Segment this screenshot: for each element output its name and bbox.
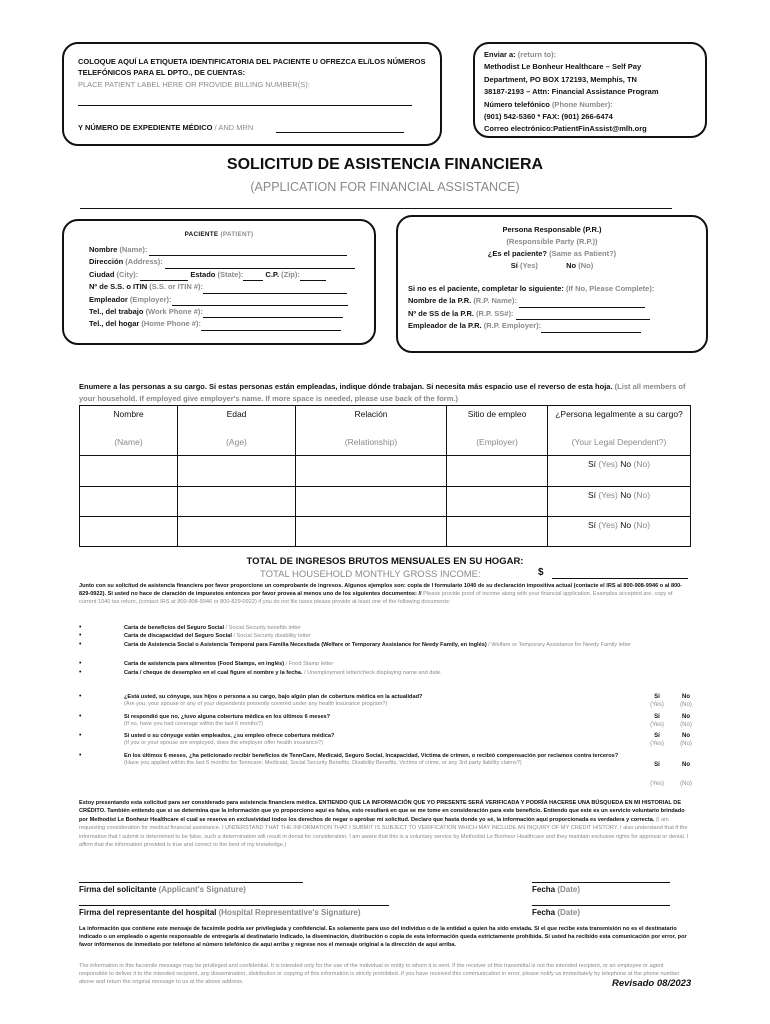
rp-yes-en: (Yes) — [519, 261, 538, 270]
rep-signature-line[interactable] — [79, 905, 389, 906]
patient-ssn-label-en: (S.S. or ITIN #): — [149, 282, 204, 292]
q4-no-en: (No) — [680, 781, 692, 787]
patient-address-row — [89, 256, 355, 268]
table-cell[interactable] — [447, 456, 548, 487]
rp-yes-es: Sí — [510, 261, 518, 270]
page-subtitle: (APPLICATION FOR FINANCIAL ASSISTANCE) — [250, 180, 520, 194]
patient-box — [62, 219, 376, 345]
q1-no-en: (No) — [680, 702, 692, 708]
bullet: • — [79, 732, 82, 739]
rp-no-es: No — [566, 261, 577, 270]
question-es: Si respondió que no, ¿tuvo alguna cobertura médica en los últimos 6 meses? — [124, 714, 331, 720]
table-cell[interactable] — [296, 487, 447, 517]
income-label-en: TOTAL HOUSEHOLD MONTHLY GROSS INCOME: — [260, 569, 481, 580]
question-en: (Have you applied within the last 6 months for Tenncare, Medicaid, Social Security Benefits, Disability Benefits, Victims of crime, or any 3rd party liability claims?) — [124, 760, 522, 767]
table-cell[interactable] — [80, 456, 178, 487]
mrn-label — [78, 123, 253, 132]
document-en: / Social Security benefits letter — [225, 625, 301, 631]
document-es: Carta de beneficios del Seguro Social — [124, 625, 225, 631]
send-to-line3: 38187-2193 – Attn: Financial Assistance Program — [484, 87, 659, 97]
patient-address-label-es: Dirección — [89, 257, 124, 267]
applicant-signature-line[interactable] — [79, 882, 303, 883]
income-field[interactable] — [552, 578, 688, 579]
question-en: (If you or your spouse are employed, does the employer offer health insurance?) — [124, 740, 323, 747]
q2-yes-en: (Yes) — [650, 722, 664, 728]
confidential-es: La información que contiene este mensaje de facsímile podría ser privilegiada y confidencial. Es solamente para uso del individuo o de la entidad a quien ha sido enviada. Si el que recibe esta transmisión no es el destinatario indicado o un empleado o agente responsable de entregarla al destinatario indicado, la diseminación, distribución o copia de esta información queda estrictamente prohibida. Si usted ha recibido esta comunicación por error, por favor infórmenos de inmediato por teléfono al número telefónico de aquí arriba y regrese nos el mensaje original a la dirección de aquí arriba. — [79, 926, 687, 949]
dependents-table — [79, 405, 691, 547]
q4-yes[interactable]: Sí — [654, 762, 660, 768]
patient-ssn-label-es: Nº de S.S. o ITIN — [89, 282, 148, 292]
table-row — [80, 517, 691, 547]
col-name-en: (Name) — [114, 437, 143, 447]
applicant-date-line[interactable] — [532, 882, 670, 883]
mrn-line[interactable] — [276, 132, 404, 133]
dependent-yes-no[interactable] — [548, 487, 691, 517]
patient-city-label-es: Ciudad — [89, 269, 115, 279]
table-cell[interactable] — [178, 456, 296, 487]
table-cell[interactable] — [80, 517, 178, 547]
yes-es: Sí — [587, 490, 596, 500]
q2-no[interactable]: No — [682, 714, 690, 720]
proof-en: Please provide proof of income along with your financial application. Examples accepted are, copy of current 1040 tax return, (contact IRS at 800-908-9946 or 800-829-0922) if you do not file taxes please provide at least one of the following documents: — [79, 590, 673, 605]
patient-employer-label-es: Empleador — [89, 294, 128, 304]
rp-name-label-es: Nombre de la P.R. — [408, 296, 472, 306]
send-to-line2: Department, PO BOX 172193, Memphis, TN — [484, 74, 637, 84]
rp-ssn-row — [408, 308, 698, 320]
document-en: / Welfare or Temporary Assistance for Needy Family letter — [488, 642, 632, 648]
q4-no[interactable]: No — [682, 762, 690, 768]
no-en: (No) — [633, 459, 651, 469]
patient-name-row — [89, 244, 355, 256]
title-divider — [80, 208, 672, 209]
yes-es: Sí — [587, 459, 596, 469]
document-en: / Unemployment letter/check displaying name and date. — [304, 670, 442, 676]
rep-signature-en: (Hospital Representative's Signature) — [218, 908, 361, 917]
rep-date-label — [532, 908, 580, 917]
question-item — [124, 733, 624, 747]
dependents-intro — [79, 381, 689, 405]
rp-heading-en: (Responsible Party (R.P.)) — [506, 237, 598, 246]
q1-yes[interactable]: Sí — [654, 694, 660, 700]
patient-home-phone-label-en: (Home Phone #): — [141, 319, 201, 329]
q2-no-en: (No) — [680, 722, 692, 728]
bullet: • — [79, 752, 82, 759]
patient-heading-en: (PATIENT) — [220, 231, 254, 238]
table-cell[interactable] — [178, 487, 296, 517]
bullet: • — [79, 693, 82, 700]
table-cell[interactable] — [296, 456, 447, 487]
document-item — [124, 661, 333, 668]
rp-employer-field[interactable] — [541, 332, 641, 333]
rp-no-option[interactable] — [566, 261, 593, 270]
applicant-signature-es: Firma del solicitante — [79, 885, 157, 894]
rp-employer-label-es: Empleador de la P.R. — [408, 321, 482, 331]
question-item — [124, 714, 624, 728]
table-cell[interactable] — [447, 517, 548, 547]
rp-if-no-en: (If No, Please Complete): — [565, 284, 655, 293]
rp-if-no-row — [408, 283, 698, 295]
q3-yes-en: (Yes) — [650, 741, 664, 747]
declaration-es: Estoy presentando esta solicitud para ser considerado para asistencia financiera médica. ENTIENDO QUE LA INFORMACIÓN QUE YO PRESENTE SERÁ VERIFICADA Y PODRÍA HACERSE UNA BÚSQUEDA EN MI HISTORIAL DE CRÉDITO. También entiendo que si se determina que la información que yo proporciono aquí es falsa, esto resultará en que se me tome en consideración para este beneficio. Entiendo que este es un servicio voluntario brindado por Methodist Le Bonheur Healthcare el cual se reserva en exclusividad todos los derechos de negar o aprobar mi solicitud. Declaro que hasta donde yo sé, la información aquí proporcionada es verdadera y correcta. — [79, 800, 685, 823]
phone-label-es: Número telefónico — [484, 99, 550, 109]
responsible-party-box — [396, 215, 708, 353]
rp-if-no-es: Si no es el paciente, completar lo siguiente: — [408, 284, 564, 293]
patient-home-phone-row — [89, 318, 355, 330]
date-es: Fecha — [532, 908, 556, 917]
question-en: (Are you, your spouse or any of your dependents presently covered under any health insurance program?) — [124, 701, 388, 708]
phone-fax-line: (901) 542-5360 * FAX: (901) 266-6474 — [484, 112, 613, 122]
proof-of-income — [79, 583, 691, 606]
revision-date: Revisado 08/2023 — [612, 978, 692, 989]
billing-number-line[interactable] — [78, 105, 412, 106]
col-name — [80, 406, 178, 456]
rp-heading-block — [398, 224, 706, 272]
rp-yes-option[interactable] — [511, 261, 538, 270]
patient-address-label-en: (Address): — [125, 257, 163, 267]
col-relationship — [296, 406, 447, 456]
declaration-en: (I am requesting consideration for medical financial assistance. I UNDERSTAND THAT THE INFORMATION THAT I SUBMIT IS SUBJECT TO VERIFICATION WHICH MAY INCLUDE AN INQUIRY OF MY CREDIT HISTORY. I also understand that if the information that I submit is determined to be false, such a determination will result in denial for consideration. I am aware that this is a voluntary service by Methodist Le Bonheur Healthcare and they maintain exclusive rights for approval or denial. I affirm that the information provided is true and correct to the best of my knowledge.) — [79, 816, 689, 849]
patient-home-phone-field[interactable] — [201, 330, 341, 331]
table-cell[interactable] — [447, 487, 548, 517]
q3-no-en: (No) — [680, 741, 692, 747]
send-to-label-es: Enviar a: — [484, 50, 516, 59]
send-to-label-en: (return to): — [517, 50, 557, 59]
patient-zip-label-en: (Zip): — [281, 269, 300, 279]
q1-no[interactable]: No — [682, 694, 690, 700]
no-en: (No) — [633, 520, 651, 530]
dependents-intro-en: (List all members of your household. If employed give employer's name. If more space is needed, please use back of the form.) — [79, 382, 686, 403]
patient-city-label-en: (City): — [116, 269, 139, 279]
document-es: Carta de Asistencia Social o Asistencia Temporal para Familia Necesitada (Welfare or Temporary Assistance for Needy Family, en inglés) — [124, 642, 487, 648]
patient-work-phone-label-es: Tel., del trabajo — [89, 307, 144, 317]
rp-is-patient-en: (Same as Patient?) — [549, 249, 617, 258]
table-header-row — [80, 406, 691, 456]
col-relationship-en: (Relationship) — [344, 437, 398, 447]
mrn-label-es: Y NÚMERO DE EXPEDIENTE MÉDICO — [78, 123, 213, 132]
question-es: ¿Está usted, su cónyuge, sus hijos o persona a su cargo, bajo algún plan de cobertura médica en la actualidad? — [124, 694, 423, 700]
q4-yes-en: (Yes) — [650, 781, 664, 787]
send-to-line1: Methodist Le Bonheur Healthcare – Self Pay — [484, 62, 642, 72]
col-name-es: Nombre — [113, 409, 144, 419]
q2-yes[interactable]: Sí — [654, 714, 660, 720]
rp-name-row — [408, 295, 698, 307]
patient-ssn-row — [89, 281, 355, 293]
patient-employer-label-en: (Employer): — [129, 294, 172, 304]
table-row — [80, 487, 691, 517]
rp-employer-label-en: (R.P. Employer): — [483, 321, 542, 331]
no-en: (No) — [633, 490, 651, 500]
patient-state-label-es: Estado — [190, 269, 216, 279]
rp-heading-es: Persona Responsable (P.R.) — [502, 225, 602, 234]
col-employer — [447, 406, 548, 456]
declaration — [79, 799, 691, 849]
send-to-text — [484, 49, 659, 136]
bullet: • — [79, 632, 82, 639]
proof-es: Junto con su solicitud de asistencia financiera por favor proporcione un comprobante de ingresos. Algunos ejemplos son: copia de l formulario 1040 de su declaración impositiva actual (contacte el IRS al 800-908-9946 o al 800-829-0922). Si usted no hace de claración de impuestos entonces por favor provea al menos uno de los siguientes documentos: // — [79, 583, 683, 597]
send-to-box — [473, 42, 707, 138]
document-en: / Social Security disability letter — [233, 633, 311, 639]
rp-name-label-en: (R.P. Name): — [473, 296, 517, 306]
patient-state-label-en: (State): — [217, 269, 244, 279]
patient-home-phone-label-es: Tel., del hogar — [89, 319, 140, 329]
patient-fields — [89, 244, 355, 331]
col-dependent-es: ¿Persona legalmente a su cargo? — [555, 409, 683, 419]
rp-fields — [408, 283, 698, 333]
patient-label-box — [62, 42, 442, 146]
question-es: Si usted o su cónyuge están empleados, ¿su empleo ofrece cobertura médica? — [124, 733, 335, 739]
rp-no-en: (No) — [578, 261, 594, 270]
rp-is-patient-es: ¿Es el paciente? — [487, 249, 547, 258]
col-relationship-es: Relación — [354, 409, 388, 419]
yes-en: (Yes) — [598, 520, 618, 530]
table-cell[interactable] — [80, 487, 178, 517]
rep-signature-es: Firma del representante del hospital — [79, 908, 217, 917]
document-item — [124, 642, 690, 649]
document-item — [124, 633, 311, 640]
bullet: • — [79, 641, 82, 648]
col-employer-es: Sitio de empleo — [467, 409, 527, 419]
col-dependent — [548, 406, 691, 456]
bullet: • — [79, 669, 82, 676]
dependent-yes-no[interactable] — [548, 517, 691, 547]
yes-es: Sí — [587, 520, 596, 530]
col-dependent-en: (Your Legal Dependent?) — [571, 437, 667, 447]
dependents-intro-es: Enumere a las personas a su cargo. Si estas personas están empleadas, indique dónde trabajan. Si necesita más espacio use el reverso de esta hoja. — [79, 382, 613, 391]
col-age-es: Edad — [226, 409, 247, 419]
yes-en: (Yes) — [598, 459, 618, 469]
patient-zip-label-es: C.P. — [265, 269, 280, 279]
dependent-yes-no[interactable] — [548, 456, 691, 487]
table-cell[interactable] — [178, 517, 296, 547]
document-es: Carta / cheque de desempleo en el cual figure el nombre y la fecha. — [124, 670, 303, 676]
q1-yes-en: (Yes) — [650, 702, 664, 708]
rep-date-line[interactable] — [532, 905, 670, 906]
confidential-en: The information in this facsimile message may be privileged and confidential. It is intended only for the use of the individual or entity to whom it is sent. If the receiver of this transmittal is not the intended recipient, or an employee or agent responsible to deliver it to the intended recipient, any dissemination, distribution or copying of this information is strictly prohibited. If you have received this communication in error, please notify us immediately by telephone at the phone number above and return the original message to us at the above address. — [79, 963, 680, 986]
income-currency: $ — [538, 567, 544, 578]
patient-heading — [64, 231, 374, 238]
yes-en: (Yes) — [598, 490, 618, 500]
table-row — [80, 456, 691, 487]
question-item — [124, 694, 624, 708]
applicant-signature-en: (Applicant's Signature) — [158, 885, 246, 894]
bullet: • — [79, 624, 82, 631]
patient-label-instruction-es: COLOQUE AQUÍ LA ETIQUETA IDENTIFICATORIA DEL PACIENTE U OFREZCA EL/LOS NÚMEROS TELEFÓNICOS PARA EL DPTO., DE CUENTAS: — [78, 57, 426, 77]
applicant-signature-label — [79, 885, 246, 894]
document-item — [124, 670, 442, 677]
document-en: / Food Stamp letter — [285, 661, 334, 667]
date-en: (Date) — [557, 885, 581, 894]
document-es: Carta de asistencia para alimentos (Food Stamps, en inglés) — [124, 661, 285, 667]
document-item — [124, 625, 301, 632]
patient-heading-es: PACIENTE — [184, 231, 219, 238]
patient-label-instruction-en: PLACE PATIENT LABEL HERE OR PROVIDE BILLING NUMBER(S): — [78, 80, 310, 89]
no-es: No — [620, 520, 632, 530]
rp-employer-row — [408, 320, 698, 332]
document-es: Carta de discapacidad del Seguro Social — [124, 633, 232, 639]
email-line: Correo electrónico:PatientFinAssist@mlh.org — [484, 124, 647, 134]
q3-yes[interactable]: Sí — [654, 733, 660, 739]
mrn-label-en: / AND MRN — [214, 123, 254, 132]
patient-name-label-en: (Name): — [119, 245, 148, 254]
question-en: (If no, have you had coverage within the last 6 months?) — [124, 721, 263, 728]
question-es: En los últimos 6 meses, ¿ha peticionado recibir beneficios de TennCare, Medicaid, Seguro Social, Incapacidad, Víctima de crimen, o recibió compensación por reclamos contra terceros? — [124, 753, 619, 759]
bullet: • — [79, 713, 82, 720]
no-es: No — [620, 490, 632, 500]
col-age-en: (Age) — [226, 437, 247, 447]
patient-city-row — [89, 269, 355, 281]
patient-name-label-es: Nombre — [89, 245, 118, 254]
rp-ssn-label-en: (R.P. SS#): — [476, 308, 514, 318]
patient-employer-row — [89, 294, 355, 306]
question-item — [124, 753, 624, 767]
date-es: Fecha — [532, 885, 556, 894]
applicant-date-label — [532, 885, 580, 894]
col-employer-en: (Employer) — [476, 437, 518, 447]
date-en: (Date) — [557, 908, 581, 917]
phone-label-en: (Phone Number): — [551, 99, 613, 109]
income-label-es: TOTAL DE INGRESOS BRUTOS MENSUALES EN SU HOGAR: — [246, 556, 524, 567]
no-es: No — [620, 459, 632, 469]
col-age — [178, 406, 296, 456]
patient-work-phone-label-en: (Work Phone #): — [145, 307, 203, 317]
rep-signature-label — [79, 908, 361, 917]
table-cell[interactable] — [296, 517, 447, 547]
page-title: SOLICITUD DE ASISTENCIA FINANCIERA — [226, 156, 544, 173]
q3-no[interactable]: No — [682, 733, 690, 739]
patient-work-phone-row — [89, 306, 355, 318]
rp-ssn-label-es: Nº de SS de la P.R. — [408, 308, 474, 318]
bullet: • — [79, 660, 82, 667]
